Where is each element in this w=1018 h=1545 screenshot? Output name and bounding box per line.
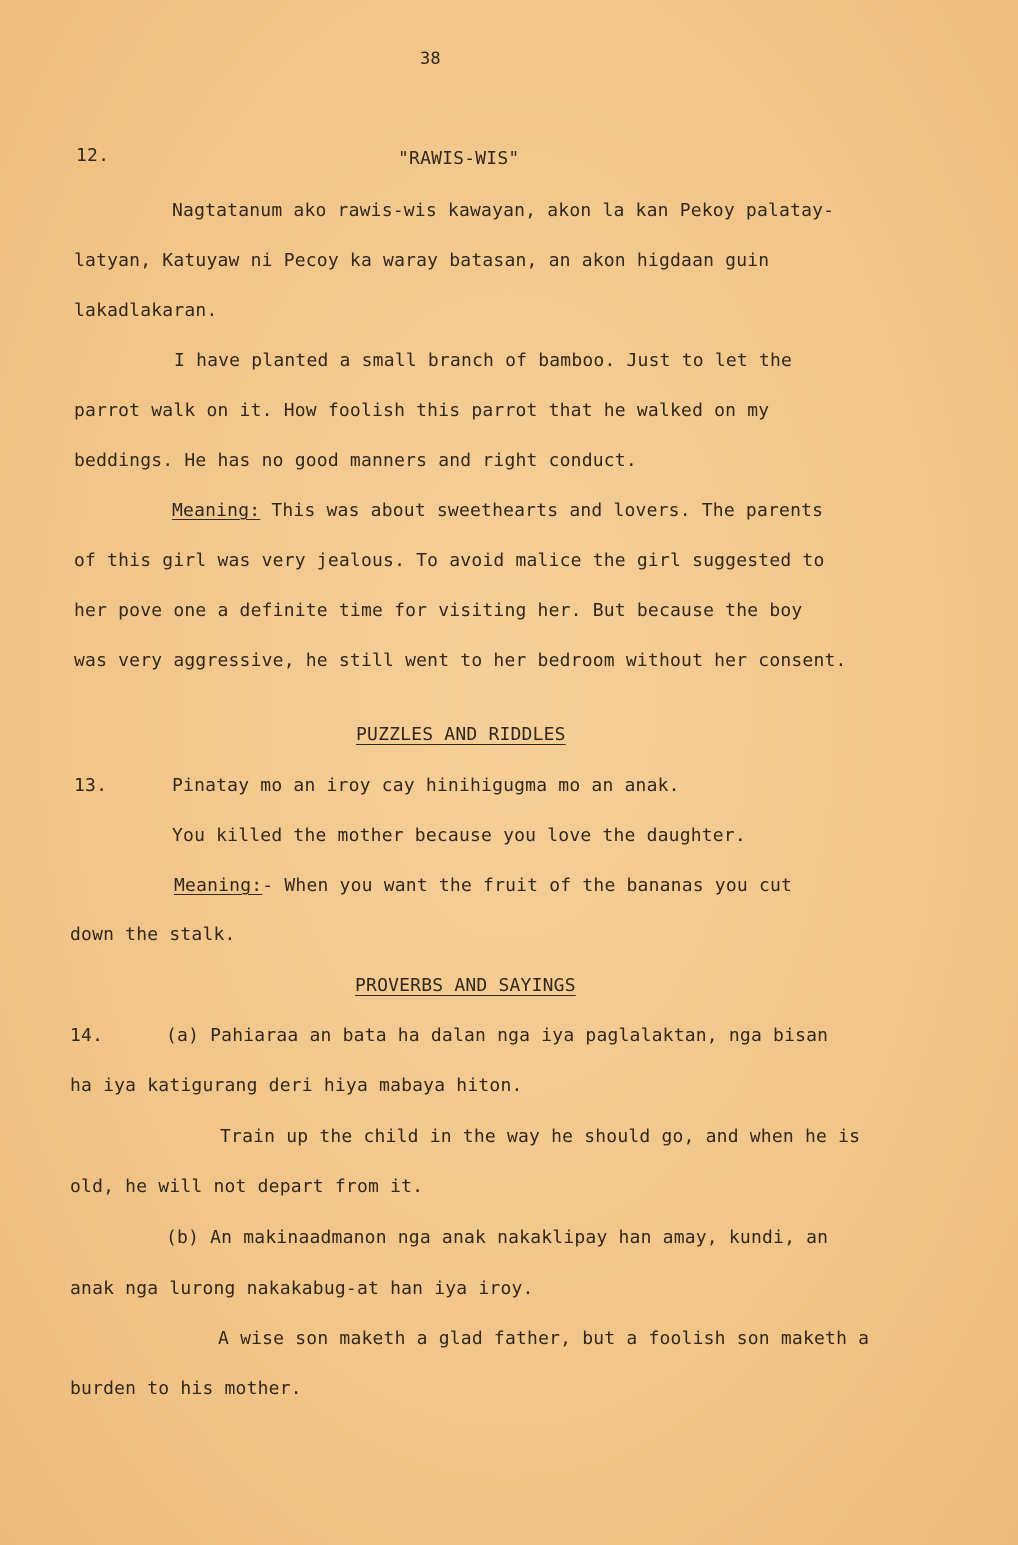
waray-line-2: latyan, Katuyaw ni Pecoy ka waray batasan, an akon higdaan guin bbox=[74, 250, 770, 271]
puzzles-heading: PUZZLES AND RIDDLES bbox=[356, 724, 566, 745]
meaning-label: Meaning: bbox=[172, 500, 261, 521]
meaning-text: This was about sweethearts and lovers. The parents bbox=[260, 500, 824, 521]
proverb-b-english-line-1: A wise son maketh a glad father, but a foolish son maketh a bbox=[218, 1328, 870, 1349]
english-line-2: parrot walk on it. How foolish this parrot that he walked on my bbox=[74, 400, 770, 421]
waray-line-3: lakadlakaran. bbox=[74, 300, 218, 321]
meaning-line-2: of this girl was very jealous. To avoid malice the girl suggested to bbox=[74, 550, 825, 571]
page-number: 38 bbox=[420, 49, 441, 69]
proverb-b-english-line-2: burden to his mother. bbox=[70, 1378, 302, 1399]
riddle-meaning-line-1 bbox=[174, 875, 792, 897]
english-line-3: beddings. He has no good manners and right conduct. bbox=[74, 450, 637, 471]
item-number-13: 13. bbox=[74, 775, 108, 796]
section-title: "RAWIS-WIS" bbox=[398, 148, 520, 169]
meaning-line-3: her pove one a definite time for visiting her. But because the boy bbox=[74, 600, 803, 621]
item-number-14: 14. bbox=[70, 1025, 104, 1046]
proverbs-heading: PROVERBS AND SAYINGS bbox=[355, 975, 576, 996]
riddle-meaning-text: - When you want the fruit of the bananas you cut bbox=[262, 875, 793, 896]
proverb-a-english-line-1: Train up the child in the way he should go, and when he is bbox=[220, 1126, 861, 1147]
proverb-a-english-line-2: old, he will not depart from it. bbox=[70, 1176, 424, 1197]
meaning-line-4: was very aggressive, he still went to her bedroom without her consent. bbox=[74, 650, 847, 671]
proverb-a-waray-line-2: ha iya katigurang deri hiya mabaya hiton. bbox=[70, 1075, 523, 1096]
waray-line-1: Nagtatanum ako rawis-wis kawayan, akon la kan Pekoy palatay- bbox=[172, 200, 835, 221]
riddle-english: You killed the mother because you love the daughter. bbox=[172, 825, 746, 846]
english-line-1: I have planted a small branch of bamboo. Just to let the bbox=[174, 350, 793, 371]
riddle-waray: Pinatay mo an iroy cay hinihigugma mo an anak. bbox=[172, 775, 680, 796]
proverb-a-waray-line-1: (a) Pahiaraa an bata ha dalan nga iya paglalaktan, nga bisan bbox=[166, 1025, 829, 1046]
proverb-b-waray-line-2: anak nga lurong nakakabug-at han iya iroy. bbox=[70, 1278, 534, 1299]
item-number-12: 12. bbox=[76, 145, 110, 166]
meaning-line-1 bbox=[172, 500, 823, 522]
riddle-meaning-line-2: down the stalk. bbox=[70, 924, 236, 945]
riddle-meaning-label: Meaning: bbox=[174, 875, 263, 896]
proverb-b-waray-line-1: (b) An makinaadmanon nga anak nakaklipay han amay, kundi, an bbox=[166, 1227, 829, 1248]
